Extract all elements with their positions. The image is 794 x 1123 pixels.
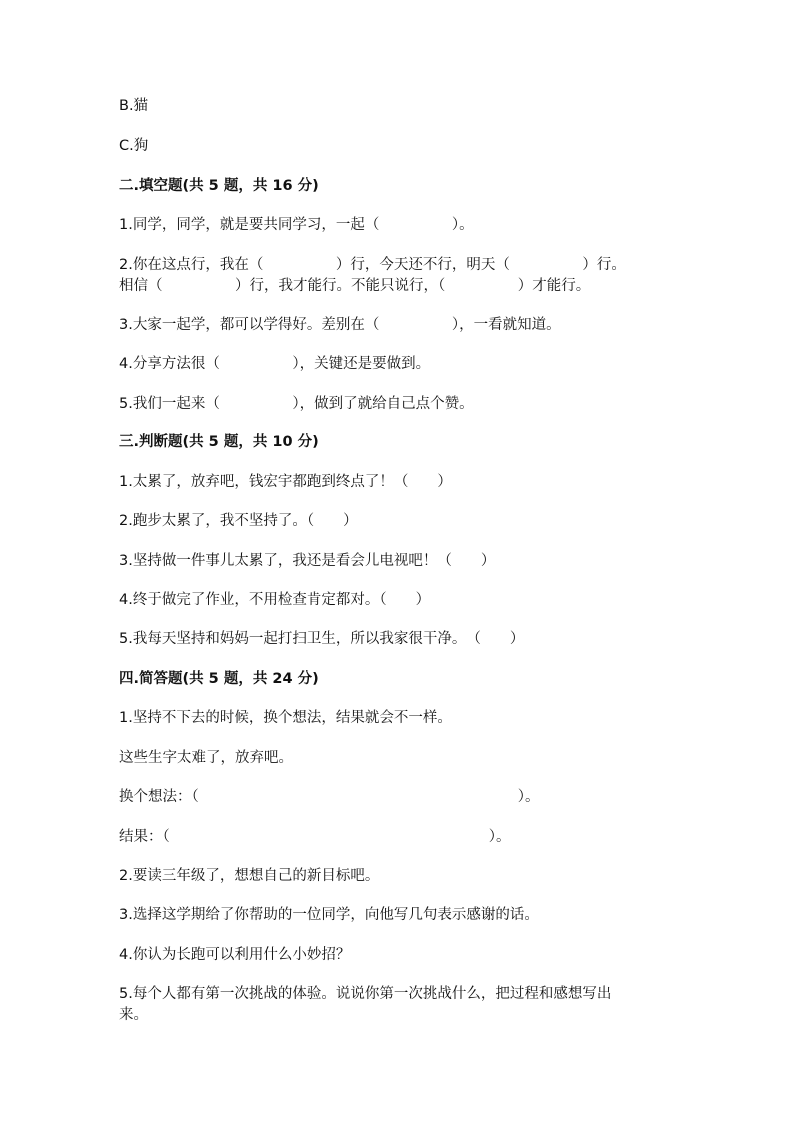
short-answer-q1-result: 结果：（ ）。 bbox=[119, 829, 511, 845]
section-title-short-answer: 四.简答题(共 5 题，共 24 分) bbox=[119, 671, 319, 687]
judgment-q5: 5.我每天坚持和妈妈一起打扫卫生，所以我家很干净。 （ ） bbox=[119, 631, 525, 647]
short-answer-q4: 4.你认为长跑可以利用什么小妙招？ bbox=[119, 947, 351, 963]
judgment-q2: 2.跑步太累了，我不坚持了。（ ） bbox=[119, 513, 358, 529]
fill-blank-q4: 4.分享方法很（ ），关键还是要做到。 bbox=[119, 356, 431, 372]
fill-blank-q2-line2: 相信（ ）行，我才能行。不能只说行，（ ）才能行。 bbox=[119, 278, 591, 294]
short-answer-q1: 1.坚持不下去的时候，换个想法，结果就会不一样。 bbox=[119, 710, 452, 726]
short-answer-q1-idea: 换个想法：（ ）。 bbox=[119, 789, 540, 805]
short-answer-q3: 3.选择这学期给了你帮助的一位同学，向他写几句表示感谢的话。 bbox=[119, 907, 539, 923]
section-title-fill-blank: 二.填空题(共 5 题，共 16 分) bbox=[119, 178, 319, 194]
option-c: C.狗 bbox=[119, 138, 149, 154]
judgment-q4: 4.终于做完了作业，不用检查肯定都对。（ ） bbox=[119, 592, 431, 608]
option-b: B.猫 bbox=[119, 98, 149, 114]
short-answer-q5-line2: 来。 bbox=[119, 1007, 148, 1023]
judgment-q3: 3.坚持做一件事儿太累了，我还是看会儿电视吧！（ ） bbox=[119, 553, 496, 569]
short-answer-q1-prompt: 这些生字太难了，放弃吧。 bbox=[119, 750, 293, 766]
short-answer-q2: 2.要读三年级了，想想自己的新目标吧。 bbox=[119, 868, 380, 884]
fill-blank-q3: 3.大家一起学，都可以学得好。差别在（ ），一看就知道。 bbox=[119, 317, 561, 333]
section-title-judgment: 三.判断题(共 5 题，共 10 分) bbox=[119, 434, 319, 450]
fill-blank-q1: 1.同学，同学，就是要共同学习，一起（ ）。 bbox=[119, 217, 474, 233]
fill-blank-q5: 5.我们一起来（ ），做到了就给自己点个赞。 bbox=[119, 396, 474, 412]
judgment-q1: 1.太累了，放弃吧，钱宏宇都跑到终点了！（ ） bbox=[119, 474, 452, 490]
fill-blank-q2-line1: 2.你在这点行，我在（ ）行，今天还不行，明天（ ）行。 bbox=[119, 257, 626, 273]
short-answer-q5-line1: 5.每个人都有第一次挑战的体验。说说你第一次挑战什么，把过程和感想写出 bbox=[119, 986, 612, 1002]
